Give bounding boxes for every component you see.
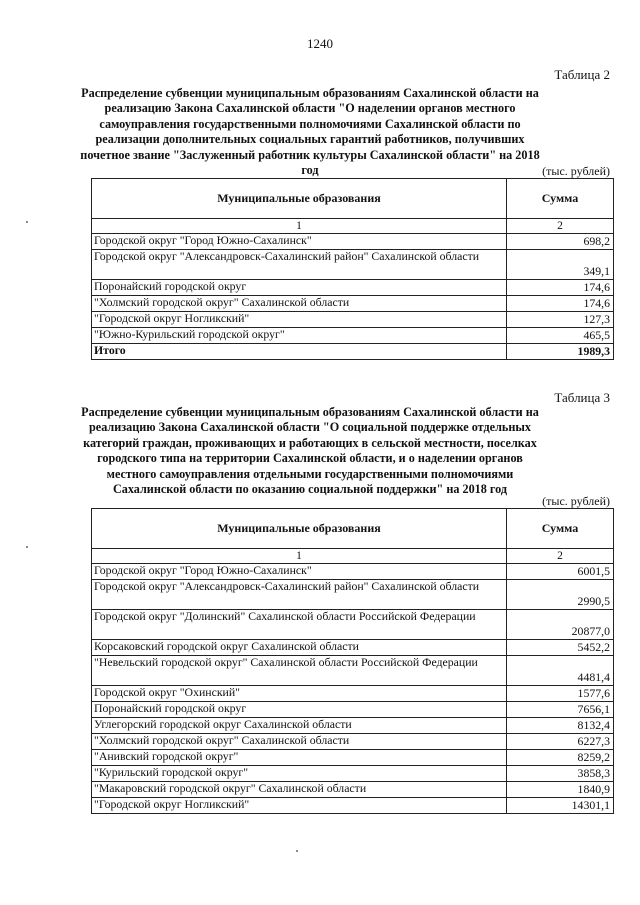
- table3-row-name: Поронайский городской округ: [92, 702, 507, 718]
- table2-row-sum: 698,2: [507, 234, 614, 250]
- table-row: [92, 564, 614, 580]
- table2-row-sum: 127,3: [507, 312, 614, 328]
- table-row: [92, 580, 614, 610]
- table2-row-name: Городской округ "Александровск-Сахалинский район" Сахалинской области: [92, 250, 507, 280]
- table3-row-name: Городской округ "Город Южно-Сахалинск": [92, 564, 507, 580]
- table3-row-sum: 6001,5: [507, 564, 614, 580]
- table2-total-label: Итого: [92, 344, 507, 360]
- table-row: [92, 296, 614, 312]
- table2-label: Таблица 2: [554, 67, 610, 82]
- table3-row-sum: 14301,1: [507, 798, 614, 814]
- scan-speck: [26, 546, 28, 548]
- table3-units: (тыс. рублей): [542, 494, 610, 508]
- table-row: [92, 734, 614, 750]
- table3-row-sum: 1840,9: [507, 782, 614, 798]
- table-row: [92, 234, 614, 250]
- table2-units: (тыс. рублей): [542, 164, 610, 178]
- table-row: [92, 702, 614, 718]
- table2-header-sum: Сумма: [507, 179, 614, 219]
- table3-title: Распределение субвенции муниципальным образованиям Сахалинской области на реализацию Закона Сахалинской области "О социальной поддержке отдельных категорий граждан, проживающих и работающих в сельской местности, поселках городского типа на территории Сахалинской области, и о наделении органов местного самоуправления отдельными государственными полномочиями Сахалинской области по оказанию социальной поддержки" на 2018 год: [81, 405, 539, 497]
- table2-title: Распределение субвенции муниципальным образованиям Сахалинской области на реализацию Закона Сахалинской области "О наделении органов местного самоуправления государственными полномочиями Сахалинской области по реализации дополнительных социальных гарантий работников, получивших почетное звание "Заслуженный работник культуры Сахалинской области" на 2018 год: [80, 86, 540, 178]
- table2-row-name: "Холмский городской округ" Сахалинской области: [92, 296, 507, 312]
- table-row: [92, 640, 614, 656]
- scan-speck: [26, 221, 28, 223]
- table3-header-name: Муниципальные образования: [92, 509, 507, 549]
- table-row: [92, 280, 614, 296]
- table2: [91, 178, 614, 360]
- table3-row-sum: 2990,5: [507, 580, 614, 610]
- table-row: [92, 328, 614, 344]
- table2-row-sum: 174,6: [507, 280, 614, 296]
- table3-row-sum: 7656,1: [507, 702, 614, 718]
- table2-row-name: "Городской округ Ногликский": [92, 312, 507, 328]
- table2-index-2: 2: [507, 219, 614, 234]
- table3-index-2: 2: [507, 549, 614, 564]
- table2-row-name: Городской округ "Город Южно-Сахалинск": [92, 234, 507, 250]
- table3-label: Таблица 3: [554, 390, 610, 405]
- table3-row-name: Углегорский городской округ Сахалинской области: [92, 718, 507, 734]
- table3-row-name: Городской округ "Охинский": [92, 686, 507, 702]
- table3-row-name: "Невельский городской округ" Сахалинской области Российской Федерации: [92, 656, 507, 686]
- table-row: [92, 656, 614, 686]
- table2-index-1: 1: [92, 219, 507, 234]
- page-number: 1240: [307, 36, 333, 51]
- table3-row-name: "Курильский городской округ": [92, 766, 507, 782]
- table-row: [92, 686, 614, 702]
- table-row: [92, 798, 614, 814]
- table-row: [92, 750, 614, 766]
- table-row: [92, 782, 614, 798]
- table-row: [92, 766, 614, 782]
- table-row: [92, 312, 614, 328]
- table3-header-sum: Сумма: [507, 509, 614, 549]
- table2-total-row: [92, 344, 614, 360]
- table-row: [92, 718, 614, 734]
- table3-row-name: Городской округ "Долинский" Сахалинской области Российской Федерации: [92, 610, 507, 640]
- table3-row-sum: 8132,4: [507, 718, 614, 734]
- table2-row-sum: 465,5: [507, 328, 614, 344]
- table3-row-sum: 20877,0: [507, 610, 614, 640]
- table2-total-value: 1989,3: [507, 344, 614, 360]
- table2-row-sum: 349,1: [507, 250, 614, 280]
- table3-row-sum: 5452,2: [507, 640, 614, 656]
- table2-row-name: "Южно-Курильский городской округ": [92, 328, 507, 344]
- table3-index-1: 1: [92, 549, 507, 564]
- table2-row-sum: 174,6: [507, 296, 614, 312]
- table-row: [92, 250, 614, 280]
- table3-row-name: "Городской округ Ногликский": [92, 798, 507, 814]
- table3-row-sum: 8259,2: [507, 750, 614, 766]
- table2-header-name: Муниципальные образования: [92, 179, 507, 219]
- table3: [91, 508, 614, 814]
- scan-speck: [296, 850, 298, 852]
- table3-row-sum: 3858,3: [507, 766, 614, 782]
- table3-row-name: "Холмский городской округ" Сахалинской области: [92, 734, 507, 750]
- table-row: [92, 610, 614, 640]
- table3-row-sum: 1577,6: [507, 686, 614, 702]
- table3-row-name: "Анивский городской округ": [92, 750, 507, 766]
- table3-row-name: "Макаровский городской округ" Сахалинской области: [92, 782, 507, 798]
- table3-row-sum: 6227,3: [507, 734, 614, 750]
- table3-row-name: Корсаковский городской округ Сахалинской области: [92, 640, 507, 656]
- table2-row-name: Поронайский городской округ: [92, 280, 507, 296]
- table3-row-sum: 4481,4: [507, 656, 614, 686]
- table3-row-name: Городской округ "Александровск-Сахалинский район" Сахалинской области: [92, 580, 507, 610]
